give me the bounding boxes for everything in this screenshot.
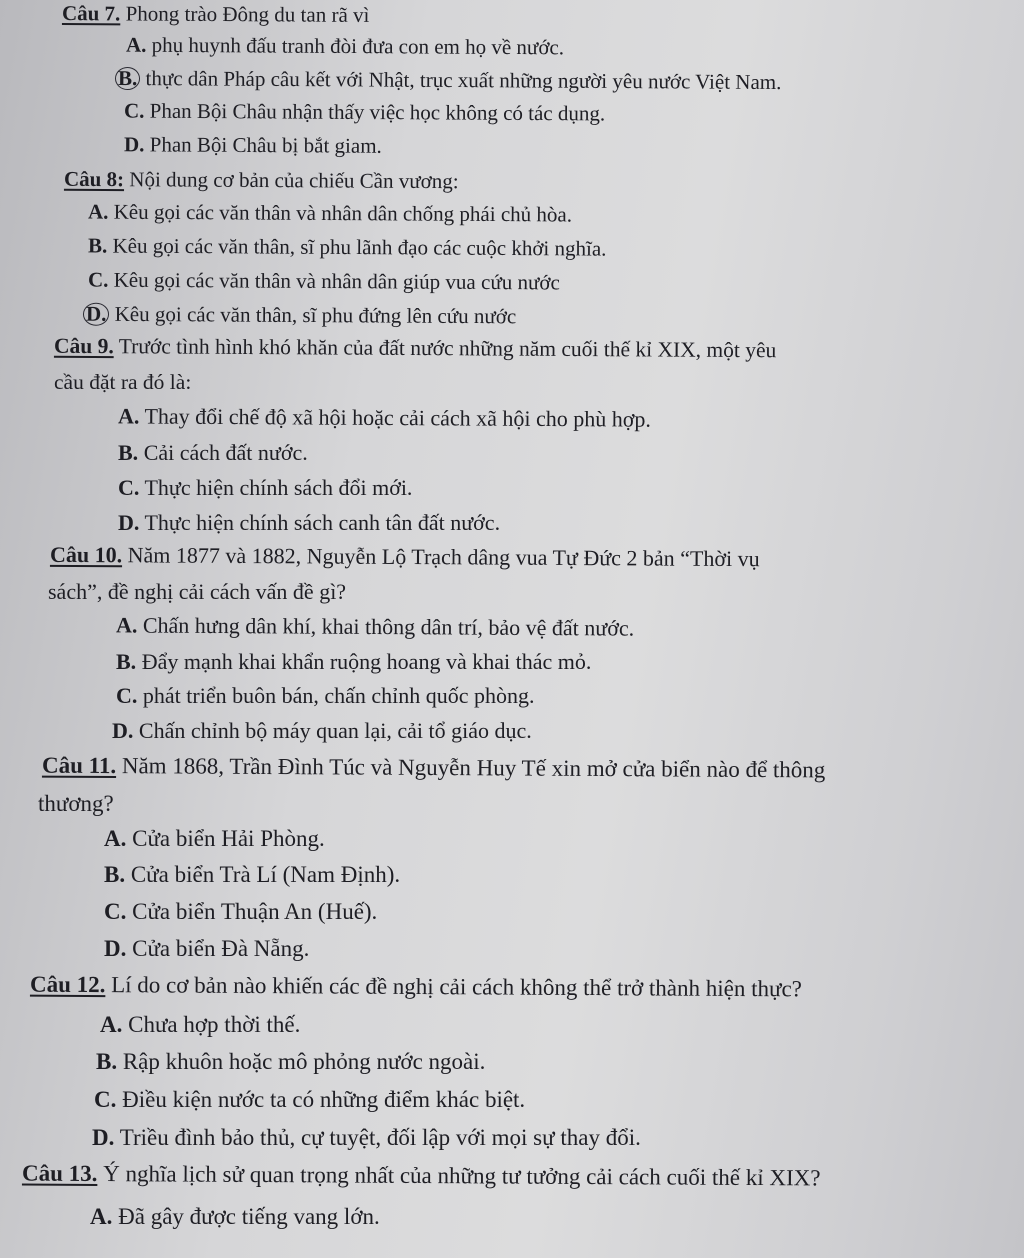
option-letter: D. xyxy=(92,1125,115,1150)
option-8c xyxy=(87,267,560,295)
option-12c xyxy=(94,1088,525,1111)
option-12a xyxy=(100,1013,300,1036)
option-letter: B. xyxy=(104,862,126,887)
question-label: Câu 10. xyxy=(49,541,123,568)
question-text: Năm 1868, Trần Đình Túc và Nguyễn Huy Tế xin mở cửa biển nào để thông xyxy=(116,753,826,783)
question-10-continuation xyxy=(48,581,346,603)
question-13 xyxy=(22,1162,821,1190)
option-text: Chấn hưng dân khí, khai thông dân trí, bảo vệ đất nước. xyxy=(137,612,635,641)
option-letter: D. xyxy=(104,936,127,961)
option-text: Triều đình bảo thủ, cự tuyệt, đối lập với mọi sự thay đổi. xyxy=(114,1125,641,1150)
option-letter: B. xyxy=(116,649,137,674)
option-7d xyxy=(124,134,382,157)
option-7c xyxy=(123,98,606,126)
option-text: Cửa biển Đà Nẵng. xyxy=(126,936,310,961)
option-text: Đã gây được tiếng vang lớn. xyxy=(112,1204,380,1229)
question-8 xyxy=(63,166,459,194)
question-label: Câu 9. xyxy=(53,333,114,359)
option-text: Cửa biển Thuận An (Huế). xyxy=(126,899,378,924)
option-text: thực dân Pháp câu kết với Nhật, trục xuất những người yêu nước Việt Nam. xyxy=(140,66,782,95)
question-7 xyxy=(62,3,370,26)
option-letter: C. xyxy=(116,683,138,708)
question-11 xyxy=(42,754,825,782)
option-12b xyxy=(96,1050,485,1073)
option-text: Kêu gọi các văn thân và nhân dân chống phái chủ hòa. xyxy=(108,199,573,227)
option-text: Thực hiện chính sách đổi mới. xyxy=(139,475,413,500)
option-text: Phan Bội Châu nhận thấy việc học không có tác dụng. xyxy=(144,98,606,126)
option-letter: A. xyxy=(100,1012,123,1037)
option-text: Điều kiện nước ta có những điểm khác biệt. xyxy=(116,1087,526,1112)
option-13a xyxy=(90,1205,380,1228)
question-text: Ý nghĩa lịch sử quan trọng nhất của những tư tưởng cải cách cuối thế kỉ XIX? xyxy=(97,1161,821,1191)
option-text: Chấn chỉnh bộ máy quan lại, cải tổ giáo dục. xyxy=(133,718,532,743)
option-text: Cửa biển Hải Phòng. xyxy=(126,826,325,851)
option-8b xyxy=(88,235,607,259)
option-text: phụ huynh đấu tranh đòi đưa con em họ về nước. xyxy=(146,32,565,60)
question-label: Câu 12. xyxy=(29,971,106,998)
option-letter: C. xyxy=(104,899,127,924)
option-text: Cửa biển Trà Lí (Nam Định). xyxy=(125,862,401,887)
option-9b xyxy=(118,442,308,464)
option-11b xyxy=(104,863,400,886)
option-letter: A. xyxy=(87,199,109,224)
option-10b xyxy=(116,651,591,673)
question-12 xyxy=(30,973,802,1001)
option-8d xyxy=(86,303,516,329)
option-text: phát triển buôn bán, chấn chỉnh quốc phòng. xyxy=(137,683,535,708)
question-text: Lí do cơ bản nào khiến các đề nghị cải cách không thể trở thành hiện thực? xyxy=(105,972,802,1002)
option-letter: A. xyxy=(115,612,138,638)
option-7a xyxy=(125,32,565,60)
option-10a xyxy=(116,614,634,639)
option-text: Thay đổi chế độ xã hội hoặc cải cách xã hội cho phù hợp. xyxy=(139,403,652,432)
option-text: Phan Bội Châu bị bắt giam. xyxy=(144,132,382,158)
question-9 xyxy=(53,333,777,363)
option-text: Chưa hợp thời thế. xyxy=(122,1012,301,1037)
option-letter: D. xyxy=(123,132,145,157)
option-11d xyxy=(104,937,309,960)
option-text: Cải cách đất nước. xyxy=(138,440,308,465)
option-8a xyxy=(87,199,573,227)
question-label: Câu 7. xyxy=(61,1,121,26)
option-text: Kêu gọi các văn thân, sĩ phu lãnh đạo các cuộc khởi nghĩa. xyxy=(107,233,607,261)
option-11a xyxy=(104,827,325,850)
question-label: Câu 8: xyxy=(63,166,125,192)
option-letter: A. xyxy=(125,32,147,57)
option-text: Kêu gọi các văn thân và nhân dân giúp vua cứu nước xyxy=(108,267,560,295)
option-9c xyxy=(118,477,412,499)
option-11c xyxy=(104,900,377,923)
option-text: Kêu gọi các văn thân, sĩ phu đứng lên cứu nước xyxy=(109,301,517,329)
option-letter: B. xyxy=(96,1049,118,1074)
question-text: Năm 1877 và 1882, Nguyễn Lộ Trạch dâng vua Tự Đức 2 bản “Thời vụ xyxy=(122,542,760,572)
option-letter: A. xyxy=(90,1204,113,1229)
option-letter: D. xyxy=(118,510,140,535)
circled-answer-mark: B. xyxy=(115,67,140,90)
question-10 xyxy=(49,541,760,572)
option-letter: C. xyxy=(118,475,140,500)
question-11-continuation xyxy=(38,792,114,815)
circled-answer-mark: D. xyxy=(83,303,110,326)
option-letter: B. xyxy=(118,440,139,465)
option-letter: C. xyxy=(123,98,145,123)
option-letter: C. xyxy=(87,267,109,292)
option-10c xyxy=(116,685,535,707)
option-10d xyxy=(112,720,532,742)
question-text: sách”, đề nghị cải cách vấn đề gì? xyxy=(48,579,347,604)
question-label: Câu 11. xyxy=(41,752,117,779)
option-letter: D. xyxy=(112,718,134,743)
option-letter: C. xyxy=(94,1087,117,1112)
question-text: cầu đặt ra đó là: xyxy=(54,370,192,394)
question-text: Trước tình hình khó khăn của đất nước những năm cuối thế kỉ XIX, một yêu xyxy=(113,334,777,363)
option-letter: A. xyxy=(104,826,127,851)
option-letter: A. xyxy=(117,403,140,429)
question-9-continuation xyxy=(54,372,191,394)
question-text: Phong trào Đông du tan rã vì xyxy=(120,1,370,27)
option-text: Đẩy mạnh khai khẩn ruộng hoang và khai thác mỏ. xyxy=(136,649,592,674)
question-text: thương? xyxy=(38,791,114,816)
option-12d xyxy=(92,1126,641,1149)
question-text: Nội dung cơ bản của chiếu Cần vương: xyxy=(124,167,459,194)
option-9a xyxy=(118,405,651,430)
option-text: Rập khuôn hoặc mô phỏng nước ngoài. xyxy=(117,1049,486,1074)
option-letter: B. xyxy=(87,233,108,258)
option-text: Thực hiện chính sách canh tân đất nước. xyxy=(139,510,501,535)
option-7b xyxy=(118,67,782,94)
option-9d xyxy=(118,512,500,534)
question-label: Câu 13. xyxy=(21,1160,98,1187)
